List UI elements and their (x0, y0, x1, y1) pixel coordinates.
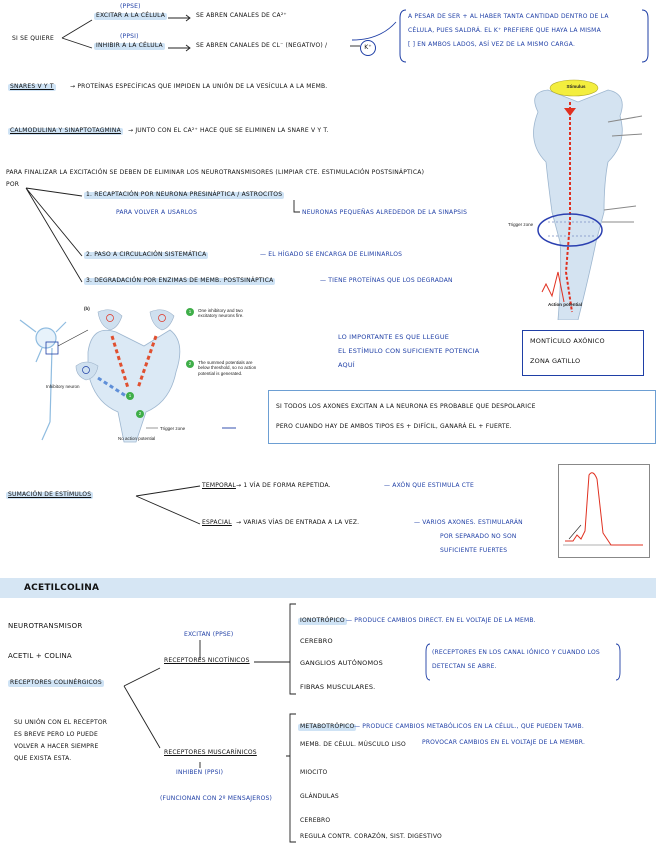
left-trigger-zone-label: Trigger zone (160, 426, 186, 431)
muscarinicos-inhiben: INHIBEN (PPSI) (176, 769, 224, 776)
espacial-label: ESPACIAL (202, 519, 232, 526)
excitar-result: SE ABREN CANALES DE CA²⁺ (196, 12, 287, 19)
espacial-side-2: POR SEPARADO NO SON (440, 533, 517, 540)
espacial-text: → VARIAS VÍAS DE ENTRADA A LA VEZ. (236, 519, 360, 526)
importante-line-3: AQUÍ (338, 361, 355, 369)
item-recaptacion-side: NEURONAS PEQUEÑAS ALREDEDOR DE LA SINAPSIS (302, 209, 468, 216)
metabotropico-text-2: PROVOCAR CAMBIOS EN EL VOLTAJE DE LA MEMBR. (422, 739, 586, 746)
item-recaptacion: 1. RECAPTACIÓN POR NEURONA PRESINÁPTICA / ASTROCITOS (86, 191, 283, 198)
neurotransmisor-label: NEUROTRANSMISOR (8, 622, 83, 630)
union-line-3: VOLVER A HACER SIEMPRE (14, 743, 99, 750)
receptores-colinergicos: RECEPTORES COLINÉRGICOS (10, 679, 102, 686)
inhibir-label: INHIBIR A LA CÉLULA (96, 42, 163, 49)
si-todos-line-1: SI TODOS LOS AXONES EXCITAN A LA NEURONA ES PROBABLE QUE DESPOLARICE (276, 403, 536, 410)
receptores-nicotinicos: RECEPTORES NICOTÍNICOS (164, 657, 250, 664)
mus-glandulas: GLÁNDULAS (300, 793, 339, 800)
union-line-2: ES BREVE PERO LO PUEDE (14, 731, 98, 738)
no-action-potential-label: No action potential (118, 436, 156, 441)
note-line-1: A PESAR DE SER + AL HABER TANTA CANTIDAD DENTRO DE LA (408, 13, 609, 20)
trigger-zone-label: Trigger zone (508, 222, 534, 227)
nic-cerebro: CEREBRO (300, 637, 333, 645)
si-todos-box (268, 390, 656, 444)
calmodulina-label: CALMODULINA Y SINAPTOTAGMINA (10, 127, 121, 134)
legend-step-1: One inhibitory and two excitatory neurons fire. (198, 308, 244, 319)
item-degradacion: 3. DEGRADACIÓN POR ENZIMAS DE MEMB. POSTSINÁPTICA (86, 277, 274, 284)
summation-graph (558, 464, 650, 558)
union-line-4: QUE EXISTA ESTA. (14, 755, 72, 762)
espacial-side-1: — VARIOS AXONES. ESTIMULARÁN (414, 519, 523, 526)
note-line-2: CÉLULA, PUES SALDRÁ. EL K⁺ PREFIERE QUE HAYA LA MISMA (408, 27, 601, 34)
acetil-colina-formula: ACETIL + COLINA (8, 652, 72, 660)
marker-1-legend: 1 (186, 308, 194, 316)
note-line-3: [ ] EN AMBOS LADOS, ASÍ VEZ DE LA MISMO CARGA. (408, 41, 576, 48)
espacial-side-3: SUFICIENTE FUERTES (440, 547, 508, 554)
item-circulacion: 2. PASO A CIRCULACIÓN SISTEMÁTICA (86, 251, 207, 258)
mus-regula: REGULA CONTR. CORAZÓN, SIST. DIGESTIVO (300, 833, 442, 840)
axon-hillock-figure (508, 72, 648, 320)
mus-membrana: MEMB. DE CÉLUL. MÚSCULO LISO (300, 741, 406, 748)
zona-gatillo-label: ZONA GATILLO (530, 357, 581, 365)
temporal-side: — AXÓN QUE ESTIMULA CTE (384, 482, 475, 489)
nic-note-bracket (424, 642, 624, 682)
ppsi-tag: (PPSI) (120, 33, 139, 40)
legend-step-2: The summed potentials are below threshold, so no action potential is generated. (198, 360, 257, 376)
marker-2-legend: 2 (186, 360, 194, 368)
union-line-1: SU UNIÓN CON EL RECEPTOR (14, 719, 108, 726)
nicotinicos-excitan: EXCITAN (PPSE) (184, 631, 234, 638)
snares-text: → PROTEÍNAS ESPECÍFICAS QUE IMPIDEN LA UNIÓN DE LA VESÍCULA A LA MEMB. (70, 83, 328, 90)
si-todos-line-2: PERO CUANDO HAY DE AMBOS TIPOS ES + DIFÍCIL, GANARÁ EL + FUERTE. (276, 423, 512, 430)
inhibir-result: SE ABREN CANALES DE CL⁻ (NEGATIVO) / (196, 42, 328, 49)
sumacion-label: SUMACIÓN DE ESTÍMULOS (8, 491, 92, 498)
excitar-label: EXCITAR A LA CÉLULA (96, 12, 166, 19)
importante-line-1: LO IMPORTANTE ES QUE LLEGUE (338, 333, 450, 341)
marker-2: 2 (136, 410, 144, 418)
receptores-muscarinicos: RECEPTORES MUSCARÍNICOS (164, 749, 257, 756)
marker-1: 1 (126, 392, 134, 400)
item-recaptacion-note: PARA VOLVER A USARLOS (116, 209, 198, 216)
snares-label: SNARES V Y T (10, 83, 54, 90)
mus-miocito: MIOCITO (300, 769, 328, 776)
nic-ganglios: GANGLIOS AUTÓNOMOS (300, 659, 383, 667)
nic-fibras: FIBRAS MUSCULARES. (300, 683, 376, 691)
importante-line-2: EL ESTÍMULO CON SUFICIENTE POTENCIA (338, 347, 480, 355)
summation-figure (6, 302, 276, 446)
k-ion-circle: K⁺ (360, 40, 376, 56)
nic-note-2: DETECTAN SE ABRE. (432, 663, 497, 670)
monticulo-label: MONTÍCULO AXÓNICO (530, 337, 605, 345)
inhibitory-neuron-label: Inhibitory neuron (46, 384, 80, 389)
mus-cerebro: CEREBRO (300, 817, 331, 824)
temporal-text: → 1 VÍA DE FORMA REPETIDA. (236, 482, 331, 489)
stimulus-label: Stimulus (566, 84, 586, 89)
acetilcolina-title: ACETILCOLINA (24, 583, 100, 593)
ionotropico-label: IONOTRÓPICO (300, 617, 345, 624)
panel-letter-b: (b) (84, 306, 90, 311)
ppse-tag: (PPSE) (120, 3, 141, 10)
por-label: POR (6, 181, 20, 188)
action-potential-label: Action potential (548, 302, 582, 307)
item-circulacion-side: — EL HÍGADO SE ENCARGA DE ELIMINARLOS (260, 251, 403, 258)
ionotropico-text: — PRODUCE CAMBIOS DIRECT. EN EL VOLTAJE DE LA MEMB. (346, 617, 536, 624)
metabotropico-text: — PRODUCE CAMBIOS METABÓLICOS EN LA CÉLUL., QUE PUEDEN TAMB. (354, 723, 584, 730)
muscarinicos-funcionan: (FUNCIONAN CON 2º MENSAJEROS) (160, 795, 273, 802)
si-se-quiere: SI SE QUIERE (12, 35, 55, 42)
calmodulina-text: → JUNTO CON EL CA²⁺ HACE QUE SE ELIMINEN LA SNARE V Y T. (128, 127, 329, 134)
metabotropico-label: METABOTRÓPICO (300, 723, 355, 730)
nic-note-1: (RECEPTORES EN LOS CANAL IÓNICO Y CUANDO LOS (432, 649, 600, 656)
finalizar-line: PARA FINALIZAR LA EXCITACIÓN SE DEBEN DE ELIMINAR LOS NEUROTRANSMISORES (LIMPIAR CTE. ESTIMULACIÓN POSTSINÁPTICA) (6, 169, 425, 176)
temporal-label: TEMPORAL (202, 482, 236, 489)
item-degradacion-side: — TIENE PROTEÍNAS QUE LOS DEGRADAN (320, 277, 453, 284)
